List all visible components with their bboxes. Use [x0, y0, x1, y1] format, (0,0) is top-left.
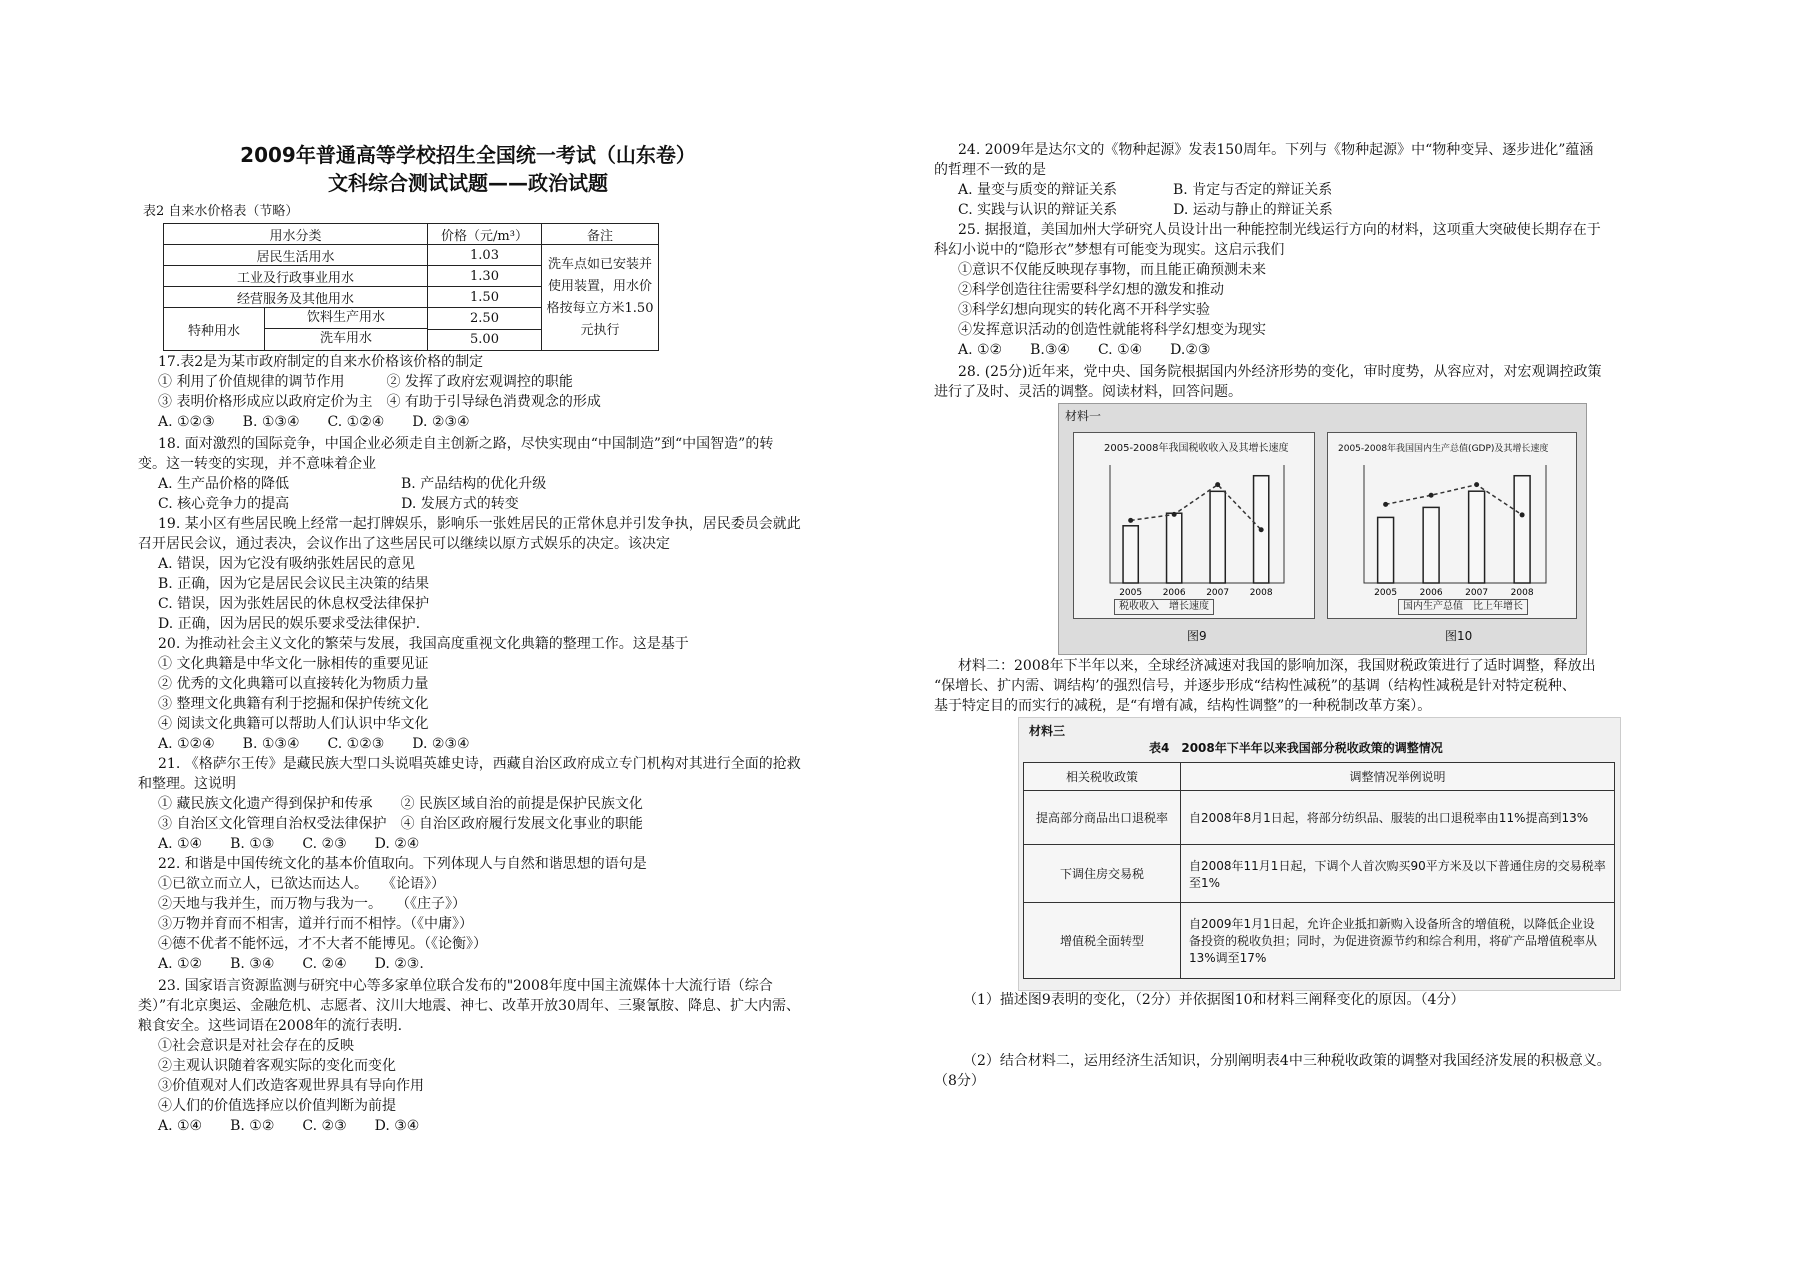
- chart-bar: [1378, 517, 1394, 583]
- table-cell: 1.03: [428, 245, 542, 266]
- chart-tick-label: 2007: [1206, 588, 1230, 598]
- chart-bar: [1210, 491, 1225, 583]
- question-line: 20. 为推动社会主义文化的繁荣与发展，我国高度重视文化典籍的整理工作。这是基于: [158, 636, 689, 652]
- question-line: ②主观认识随着客观实际的变化而变化: [158, 1058, 396, 1074]
- tax-policy-table: [1023, 762, 1615, 979]
- question-line: 17.表2是为某市政府制定的自来水价格该价格的制定: [158, 354, 484, 370]
- question-line: A. ①④ B. ①② C. ②③ D. ③④: [158, 1118, 420, 1134]
- question-line: A. 量变与质变的辩证关系 B. 肯定与否定的辩证关系: [958, 182, 1333, 198]
- question-line: 25. 据报道，美国加州大学研究人员设计出一种能控制光线运行方向的材料，这项重大突破使长期存在于: [958, 222, 1601, 238]
- fig10-chart: [1327, 432, 1577, 619]
- page-title-1: 2009年普通高等学校招生全国统一考试（山东卷）: [240, 143, 696, 167]
- chart-point: [1128, 518, 1133, 523]
- table-note: 洗车点如已安装并使用装置，用水价格按每立方米1.50元执行: [542, 245, 659, 351]
- table-cell: 下调住房交易税: [1024, 845, 1181, 903]
- table-cell: 1.30: [428, 266, 542, 287]
- question-line: 召开居民会议，通过表决，会议作出了这些居民可以继续以原方式娱乐的决定。该决定: [138, 536, 670, 552]
- table-cell: 自2008年11月1日起，下调个人首次购买90平方米及以下普通住房的交易税率至1%: [1181, 845, 1615, 903]
- chart-bar: [1167, 513, 1182, 583]
- table-header: 用水分类: [164, 224, 428, 245]
- question-line: ① 利用了价值规律的调节作用 ② 发挥了政府宏观调控的职能: [158, 374, 573, 390]
- fig10-caption: 图10: [1445, 629, 1473, 643]
- question-line: A. ①④ B. ①③ C. ②③ D. ②④: [158, 836, 420, 852]
- chart-tick-label: 2008: [1510, 588, 1534, 598]
- question-1: （1）描述图9表明的变化，（2分）并依据图10和材料三阐释变化的原因。（4分）: [963, 992, 1465, 1008]
- table-cell: 提高部分商品出口退税率: [1024, 791, 1181, 845]
- table-cell: 居民生活用水: [164, 245, 428, 266]
- question-line: ①社会意识是对社会存在的反映: [158, 1038, 354, 1054]
- question-line: ①已欲立而立人，已欲达而达人。 《论语》）: [158, 876, 445, 892]
- question-line: C. 实践与认识的辩证关系 D. 运动与静止的辩证关系: [958, 202, 1333, 218]
- question-line: A. ①②④ B. ①③④ C. ①②③ D. ②③④: [158, 736, 470, 752]
- question-line: ②天地与我并生，而万物与我为一。 （《庄子》）: [158, 896, 466, 912]
- chart-tick-label: 2005: [1374, 588, 1398, 598]
- fig9-legend: 税收收入 增长速度: [1114, 599, 1214, 615]
- table4-title: 表4 2008年下半年以来我国部分税收政策的调整情况: [1149, 741, 1443, 755]
- material2-line: 基于特定目的而实行的减税，是“有增有减，结构性调整”的一种税制改革方案）。: [934, 698, 1432, 714]
- table-cell: [428, 308, 542, 351]
- chart-point: [1520, 512, 1525, 517]
- table-cell: 经营服务及其他用水: [164, 287, 428, 308]
- chart-bar: [1123, 526, 1138, 583]
- table-cell: 工业及行政事业用水: [164, 266, 428, 287]
- chart-point: [1474, 482, 1479, 487]
- question-line: ③万物并育而不相害，道并行而不相悖。（《中庸》）: [158, 916, 473, 932]
- question-line: ②科学创造往往需要科学幻想的激发和推动: [958, 282, 1224, 298]
- table-header: 价格（元/m³）: [428, 224, 542, 245]
- question-line: ③价值观对人们改造客观世界具有导向作用: [158, 1078, 424, 1094]
- question-line: 的哲理不一致的是: [934, 162, 1046, 178]
- chart-point: [1429, 493, 1434, 498]
- question-line: ③科学幻想向现实的转化离不开科学实验: [958, 302, 1210, 318]
- question-line: 18. 面对激烈的国际竞争，中国企业必须走自主创新之路，尽快实现由“中国制造”到“中国智造”的转: [158, 436, 774, 452]
- table2-caption: 表2 自来水价格表（节略）: [143, 204, 299, 219]
- table-header: 备注: [542, 224, 659, 245]
- material3-label: 材料三: [1029, 724, 1066, 738]
- question-line: 进行了及时、灵活的调整。阅读材料，回答问题。: [934, 384, 1242, 400]
- chart-tick-label: 2006: [1162, 588, 1186, 598]
- table-cell: 自2009年1月1日起，允许企业抵扣新购入设备所含的增值税，以降低企业设备投资的税收负担；同时，为促进资源节约和综合利用，将矿产品增值税率从13%调至17%: [1181, 903, 1615, 979]
- question-line: 类）”有北京奥运、金融危机、志愿者、汶川大地震、神七、改革开放30周年、三聚氰胺、降息、扩大内需、: [138, 998, 800, 1014]
- question-line: ③ 整理文化典籍有利于挖掘和保护传统文化: [158, 696, 429, 712]
- question-line: C. 错误，因为张姓居民的休息权受法律保护: [158, 596, 430, 612]
- chart-growth-line: [1131, 485, 1262, 530]
- chart-point: [1259, 527, 1264, 532]
- material1-figure: [1058, 403, 1587, 655]
- chart-tick-label: 2006: [1419, 588, 1443, 598]
- question-line: 粮食安全。这些词语在2008年的流行表明.: [138, 1018, 403, 1034]
- fig9-plot: [1074, 455, 1314, 605]
- question-line: ① 藏民族文化遗产得到保护和传承 ② 民族区域自治的前提是保护民族文化: [158, 796, 643, 812]
- question-line: 22. 和谐是中国传统文化的基本价值取向。下列体现人与自然和谐思想的语句是: [158, 856, 647, 872]
- table-cell: 饮料生产用水: [265, 308, 427, 329]
- table-cell: 1.50: [428, 287, 542, 308]
- chart-tick-label: 2007: [1465, 588, 1489, 598]
- chart-point: [1383, 502, 1388, 507]
- chart-point: [1172, 512, 1177, 517]
- fig9-title: 2005-2008年我国税收收入及其增长速度: [1104, 443, 1289, 454]
- table-cell: 自2008年8月1日起，将部分纺织品、服装的出口退税率由11%提高到13%: [1181, 791, 1615, 845]
- question-line: B. 正确，因为它是居民会议民主决策的结果: [158, 576, 430, 592]
- question-line: 和整理。这说明: [138, 776, 236, 792]
- chart-bar: [1423, 507, 1439, 583]
- fig10-title: 2005-2008年我国国内生产总值(GDP)及其增长速度: [1338, 444, 1549, 454]
- question-line: C. 核心竞争力的提高 D. 发展方式的转变: [158, 496, 519, 512]
- question-line: ④ 阅读文化典籍可以帮助人们认识中华文化: [158, 716, 429, 732]
- question-line: A. ①② B.③④ C. ①④ D.②③: [958, 342, 1211, 358]
- page-title-2: 文科综合测试试题——政治试题: [328, 171, 608, 195]
- table-header: 相关税收政策: [1024, 763, 1181, 791]
- question-line: ③ 自治区文化管理自治权受法律保护 ④ 自治区政府履行发展文化事业的职能: [158, 816, 643, 832]
- table-cell: 5.00: [470, 331, 499, 347]
- fig9-caption: 图9: [1187, 629, 1207, 643]
- table-cell: 2.50: [428, 309, 541, 330]
- chart-growth-line: [1386, 485, 1523, 515]
- question-line: 24. 2009年是达尔文的《物种起源》发表150周年。下列与《物种起源》中“物种变异、逐步进化”蕴涵: [958, 142, 1594, 158]
- table-cell: [164, 308, 428, 351]
- water-price-table: [163, 223, 659, 351]
- fig10-legend: 国内生产总值 比上年增长: [1398, 599, 1528, 615]
- question-line: 19. 某小区有些居民晚上经常一起打牌娱乐，影响乐一张姓居民的正常休息并引发争执，居民委员会就此: [158, 516, 801, 532]
- question-line: 21. 《格萨尔王传》是藏民族大型口头说唱英雄史诗，西藏自治区政府成立专门机构对其进行全面的抢救: [158, 756, 801, 772]
- fig9-chart: [1073, 432, 1315, 619]
- chart-bar: [1469, 491, 1485, 583]
- table-cell: 洗车用水: [319, 331, 372, 346]
- question-line: 科幻小说中的“隐形衣”梦想有可能变为现实。这启示我们: [934, 242, 1285, 258]
- question-line: 变。这一转变的实现，并不意味着企业: [138, 456, 376, 472]
- question-line: ③ 表明价格形成应以政府定价为主 ④ 有助于引导绿色消费观念的形成: [158, 394, 601, 410]
- chart-point: [1215, 482, 1220, 487]
- question-2-score: （8分）: [934, 1073, 985, 1089]
- material2-line: 材料二：2008年下半年以来，全球经济减速对我国的影响加深，我国财税政策进行了适时调整，释放出: [958, 658, 1596, 674]
- question-line: ① 文化典籍是中华文化一脉相传的重要见证: [158, 656, 429, 672]
- chart-tick-label: 2005: [1119, 588, 1143, 598]
- question-2: （2）结合材料二，运用经济生活知识，分别阐明表4中三种税收政策的调整对我国经济发展的积极意义。: [963, 1053, 1611, 1069]
- material1-label: 材料一: [1065, 409, 1102, 423]
- question-line: D. 正确，因为居民的娱乐要求受法律保护.: [158, 616, 421, 632]
- question-line: A. ①② B. ③④ C. ②④ D. ②③.: [158, 956, 424, 972]
- question-line: 23. 国家语言资源监测与研究中心等多家单位联合发布的"2008年度中国主流媒体十大流行语（综合: [158, 978, 773, 994]
- question-line: ④人们的价值选择应以价值判断为前提: [158, 1098, 396, 1114]
- question-line: ①意识不仅能反映现存事物，而且能正确预测未来: [958, 262, 1266, 278]
- question-line: A. 生产品价格的降低 B. 产品结构的优化升级: [158, 476, 547, 492]
- fig10-plot: [1328, 455, 1576, 605]
- table-cell: 增值税全面转型: [1024, 903, 1181, 979]
- table-cell: 特种用水: [164, 308, 265, 350]
- chart-bar: [1514, 476, 1530, 583]
- question-line: A. ①②③ B. ①③④ C. ①②④ D. ②③④: [158, 414, 470, 430]
- question-line: 28. (25分)近年来，党中央、国务院根据国内外经济形势的变化，审时度势，从容应对，对宏观调控政策: [958, 364, 1602, 380]
- material3-figure: [1018, 717, 1621, 991]
- question-line: ④发挥意识活动的创造性就能将科学幻想变为现实: [958, 322, 1266, 338]
- question-line: ④德不优者不能怀远，才不大者不能博见。（《论衡》）: [158, 936, 487, 952]
- table-header: 调整情况举例说明: [1181, 763, 1615, 791]
- question-line: A. 错误，因为它没有吸纳张姓居民的意见: [158, 556, 416, 572]
- question-line: ② 优秀的文化典籍可以直接转化为物质力量: [158, 676, 429, 692]
- chart-tick-label: 2008: [1249, 588, 1273, 598]
- material2-line: “保增长、扩内需、调结构’的强烈信号，并逐步形成“结构性减税”的基调（结构性减税是针对特定税种、: [934, 678, 1576, 694]
